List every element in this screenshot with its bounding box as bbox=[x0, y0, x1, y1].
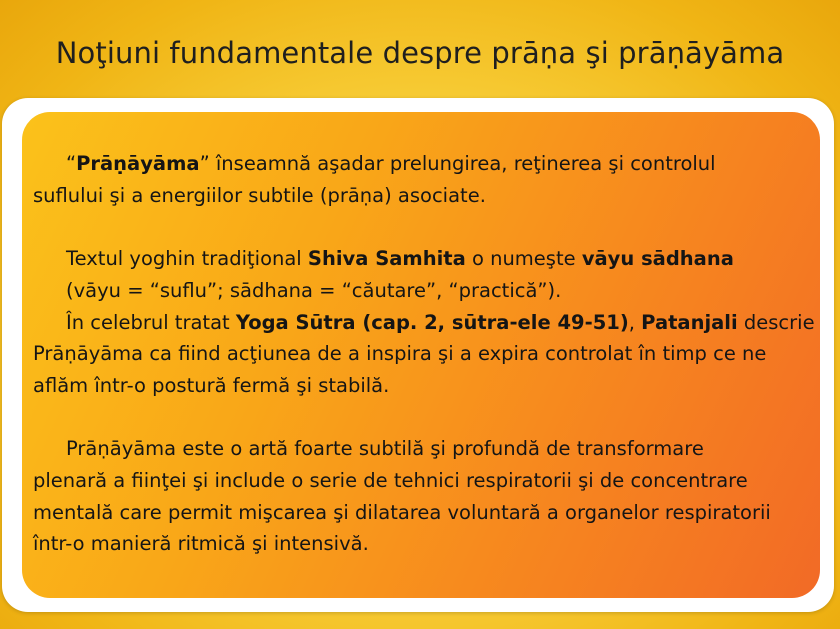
term-yoga-sutra: Yoga Sūtra (cap. 2, sūtra-ele 49-51) bbox=[235, 310, 629, 334]
term-shiva-samhita: Shiva Samhita bbox=[307, 247, 466, 271]
paragraph-definition: “Prāṇāyāma” înseamnă aşadar prelungirea, reţinerea şi controlul suflului şi a energiilor subtile (prāṇa) asociate. bbox=[33, 152, 716, 207]
slide-body bbox=[33, 148, 818, 560]
term-vayu-sadhana: vāyu sādhana bbox=[581, 247, 734, 271]
paragraph-yoga-sutra: În celebrul tratat Yoga Sūtra (cap. 2, sūtra-ele 49-51), Patanjali descrie Prāṇāyāma ca fiind acţiunea de a inspira şi a expira controlat în timp ce ne aflăm într-o postură fermă şi stabilă. bbox=[33, 310, 815, 397]
paragraph-art: Prāṇāyāma este o artă foarte subtilă şi profundă de transformare plenară a fiinţei şi include o serie de tehnici respiratorii şi de concentrare mentală care permit mişcarea şi dilatarea voluntară a organelor respiratorii într-o manieră ritmică şi intensivă. bbox=[33, 437, 771, 556]
paragraph-shiva-samhita: Textul yoghin tradiţional Shiva Samhita o numeşte vāyu sādhana (vāyu = “suflu”; sādhana = “căutare”, “practică”). bbox=[66, 247, 734, 302]
term-patanjali: Patanjali bbox=[641, 310, 738, 334]
term-pranayama: Prāṇāyāma bbox=[76, 152, 200, 175]
slide-title: Noţiuni fundamentale despre prāṇa şi prāṇāyāma bbox=[55, 36, 785, 70]
